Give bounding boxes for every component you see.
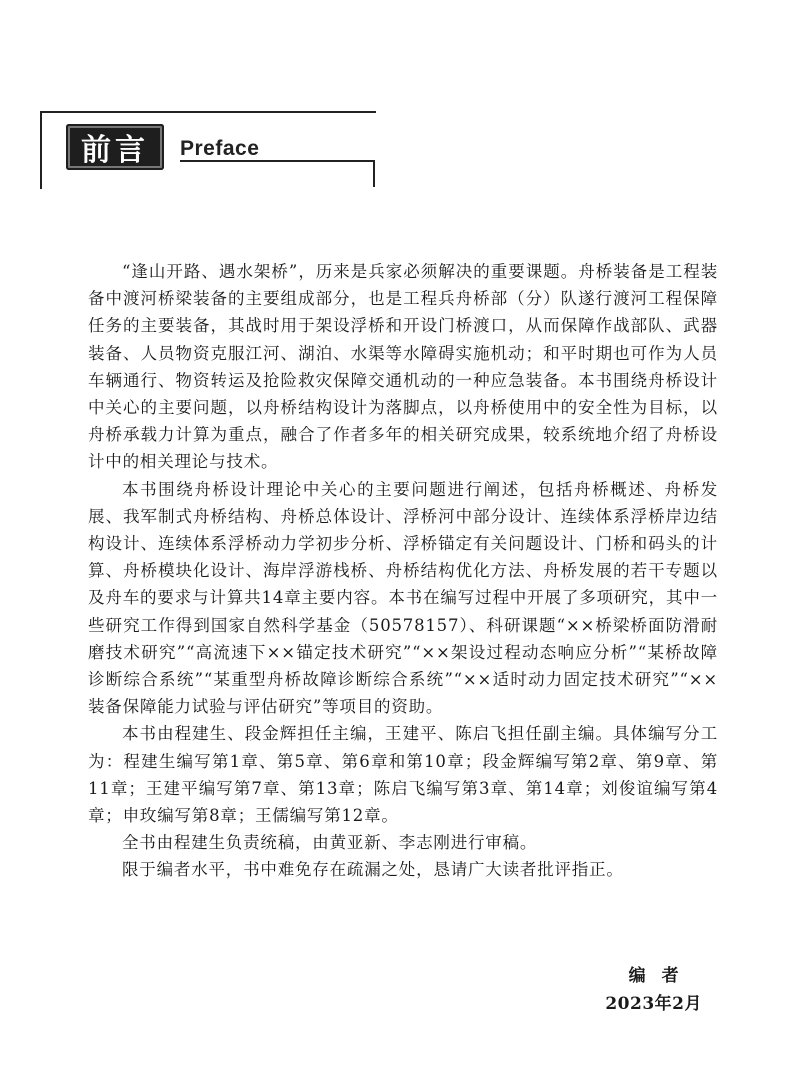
body-text (88, 258, 718, 884)
paragraph: 全书由程建生负责统稿，由黄亚新、李志刚进行审稿。 (122, 833, 538, 853)
paragraph: 本书由程建生、段金辉担任主编，王建平、陈启飞担任副主编。具体编写分工为：程建生编写第1章、第5章、第6章和第10章；段金辉编写第2章、第9章、第11章；王建平编写第7章、第13章；陈启飞编写第3章、第14章；刘俊谊编写第4章；申玫编写第8章；王儒编写第12章。 (88, 724, 718, 826)
title-box (66, 124, 164, 170)
header-rule-tick (373, 160, 375, 187)
signature-date: 2023年2月 (605, 994, 702, 1014)
page-subtitle: Preface (180, 137, 260, 160)
signature-block (605, 962, 702, 1018)
page-title: 前言 (81, 133, 149, 168)
paragraph: 本书围绕舟桥设计理论中关心的主要问题进行阐述，包括舟桥概述、舟桥发展、我军制式舟桥结构、舟桥总体设计、浮桥河中部分设计、连续体系浮桥岸边结构设计、连续体系浮桥动力学初步分析、浮桥锚定有关问题设计、门桥和码头的计算、舟桥模块化设计、海岸浮游栈桥、舟桥结构优化方法、舟桥发展的若干专题以及舟车的要求与计算共14章主要内容。本书在编写过程中开展了多项研究，其中一些研究工作得到国家自然科学基金（50578157）、科研课题“××桥梁桥面防滑耐磨技术研究”“高流速下××锚定技术研究”“××架设过程动态响应分析”“某桥故障诊断综合系统”“某重型舟桥故障诊断综合系统”“××适时动力固定技术研究”“××装备保障能力试验与评估研究”等项目的资助。 (88, 479, 718, 717)
paragraph: 限于编者水平，书中难免存在疏漏之处，恳请广大读者批评指正。 (122, 860, 624, 880)
paragraph: “逢山开路、遇水架桥”，历来是兵家必须解决的重要课题。舟桥装备是工程装备中渡河桥梁装备的主要组成部分，也是工程兵舟桥部（分）队遂行渡河工程保障任务的主要装备，其战时用于架设浮桥和开设门桥渡口，从而保障作战部队、武器装备、人员物资克服江河、湖泊、水渠等水障碍实施机动；和平时期也可作为人员车辆通行、物资转运及抢险救灾保障交通机动的一种应急装备。本书围绕舟桥设计中关心的主要问题，以舟桥结构设计为落脚点，以舟桥使用中的安全性为目标，以舟桥承载力计算为重点，融合了作者多年的相关研究成果，较系统地介绍了舟桥设计中的相关理论与技术。 (88, 262, 718, 472)
signature-author: 编者 (628, 966, 695, 986)
